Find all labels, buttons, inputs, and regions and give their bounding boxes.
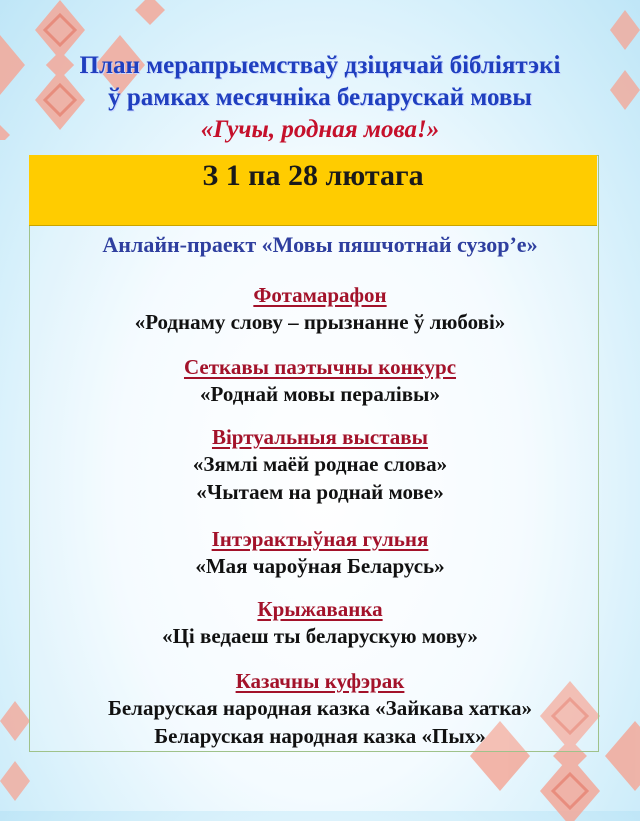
section-item: «Мая чароўная Беларусь» [195,554,445,578]
section-poetry-contest [0,354,640,408]
section-item: «Зямлі маёй роднае слова» [192,452,448,476]
section-item: «Ці ведаеш ты беларускую мову» [162,624,478,648]
section-heading: Крыжаванка [257,597,383,621]
section-interactive-game [0,526,640,580]
date-range: З 1 па 28 лютага [202,159,424,192]
title-motto: «Гучы, родная мова!» [200,116,440,143]
section-heading: Інтэрактыўная гульня [211,527,429,551]
date-banner [29,155,597,226]
document-header [0,50,640,146]
section-fairytale-chest [0,668,640,750]
title-line-1: План мерапрыемстваў дзіцячай бібліятэкі [79,52,561,79]
section-item: «Чытаем на роднай мове» [196,480,444,504]
section-heading: Фотамарафон [253,283,387,307]
section-photomarathon [0,282,640,336]
section-item: «Роднай мовы пералівы» [200,382,440,406]
title-line-2: ў рамках месячніка беларускай мовы [108,84,532,111]
section-item: Беларуская народная казка «Пых» [154,724,486,748]
section-heading: Казачны куфэрак [235,669,405,693]
section-item: Беларуская народная казка «Зайкава хатка» [107,696,533,720]
section-heading: Віртуальныя выставы [211,425,429,449]
section-item: «Роднаму слову – прызнанне ў любові» [134,310,506,334]
section-heading: Сеткавы паэтычны конкурс [183,355,457,379]
section-crossword [0,596,640,650]
project-title: Анлайн-праект «Мовы пяшчотнай сузор’е» [102,232,538,257]
section-virtual-exhibitions [0,424,640,506]
